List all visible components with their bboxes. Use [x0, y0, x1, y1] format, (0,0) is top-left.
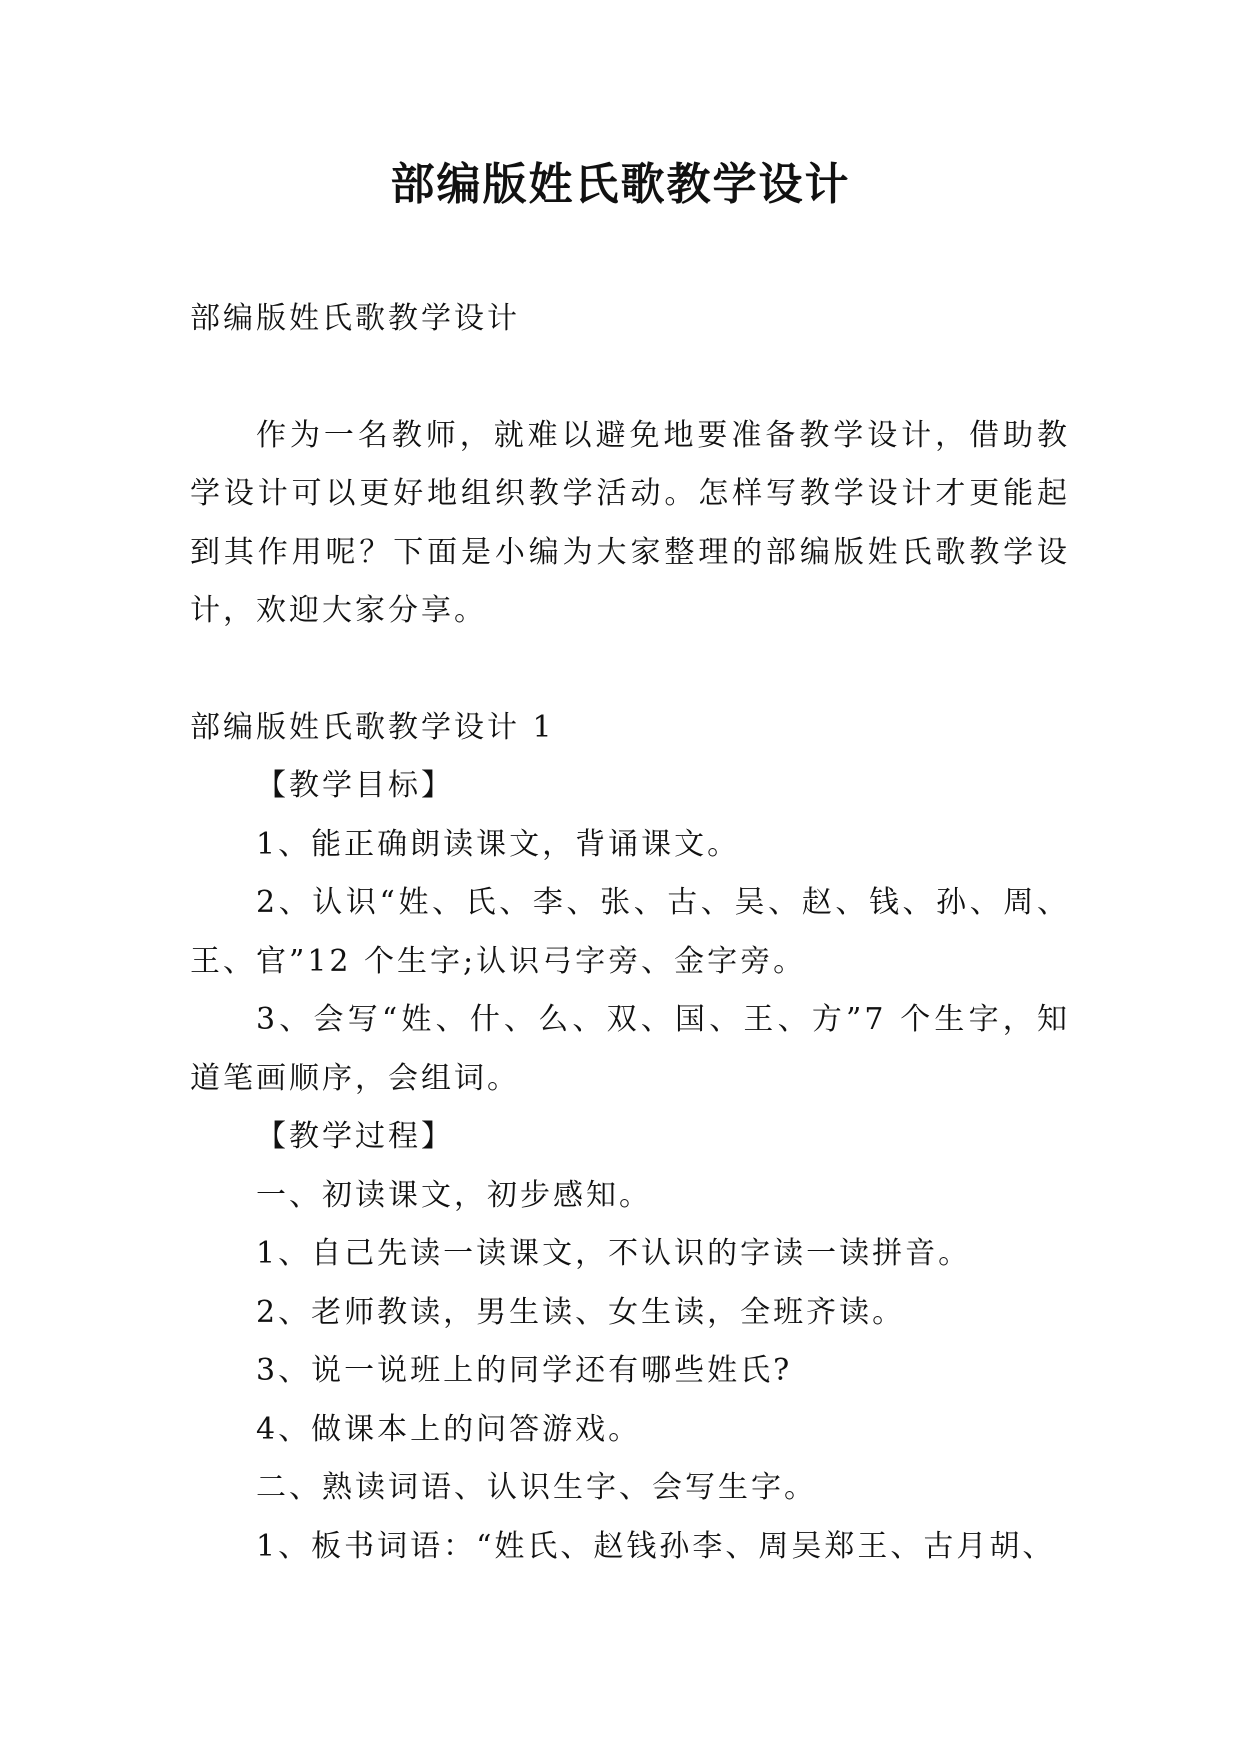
document-title: 部编版姓氏歌教学设计	[390, 159, 851, 210]
subtitle-paragraph: 部编版姓氏歌教学设计	[190, 301, 520, 336]
teaching-process-heading: 【教学过程】	[256, 1119, 454, 1154]
process-step-2-item-1: 1、板书词语：“姓氏、赵钱孙李、周吴郑王、古月胡、	[256, 1528, 1056, 1564]
goal-item-3: 3、会写“姓、什、么、双、国、王、方”7 个生字，知道笔画顺序，会组词。	[190, 1002, 1070, 1096]
intro-paragraph: 作为一名教师，就难以避免地要准备教学设计，借助教学设计可以更好地组织教学活动。怎样写教学设计才更能起到其作用呢？下面是小编为大家整理的部编版姓氏歌教学设计，欢迎大家分享。	[190, 417, 1070, 628]
process-item-3: 3、说一说班上的同学还有哪些姓氏?	[256, 1353, 793, 1388]
document-body	[190, 290, 1070, 1576]
goal-item-2: 2、认识“姓、氏、李、张、古、吴、赵、钱、孙、周、王、官”12 个生字;认识弓字旁、金字旁。	[190, 885, 1070, 979]
teaching-goals-heading: 【教学目标】	[256, 768, 454, 803]
section-heading: 部编版姓氏歌教学设计 1	[190, 709, 555, 745]
goal-item-1: 1、能正确朗读课文，背诵课文。	[256, 826, 741, 862]
process-item-4: 4、做课本上的问答游戏。	[256, 1411, 642, 1447]
process-step-1-heading: 一、初读课文，初步感知。	[256, 1177, 652, 1213]
process-step-2-heading: 二、熟读词语、认识生字、会写生字。	[256, 1470, 817, 1505]
process-item-2: 2、老师教读，男生读、女生读，全班齐读。	[256, 1294, 906, 1330]
process-item-1: 1、自己先读一读课文，不认识的字读一读拼音。	[256, 1236, 972, 1271]
